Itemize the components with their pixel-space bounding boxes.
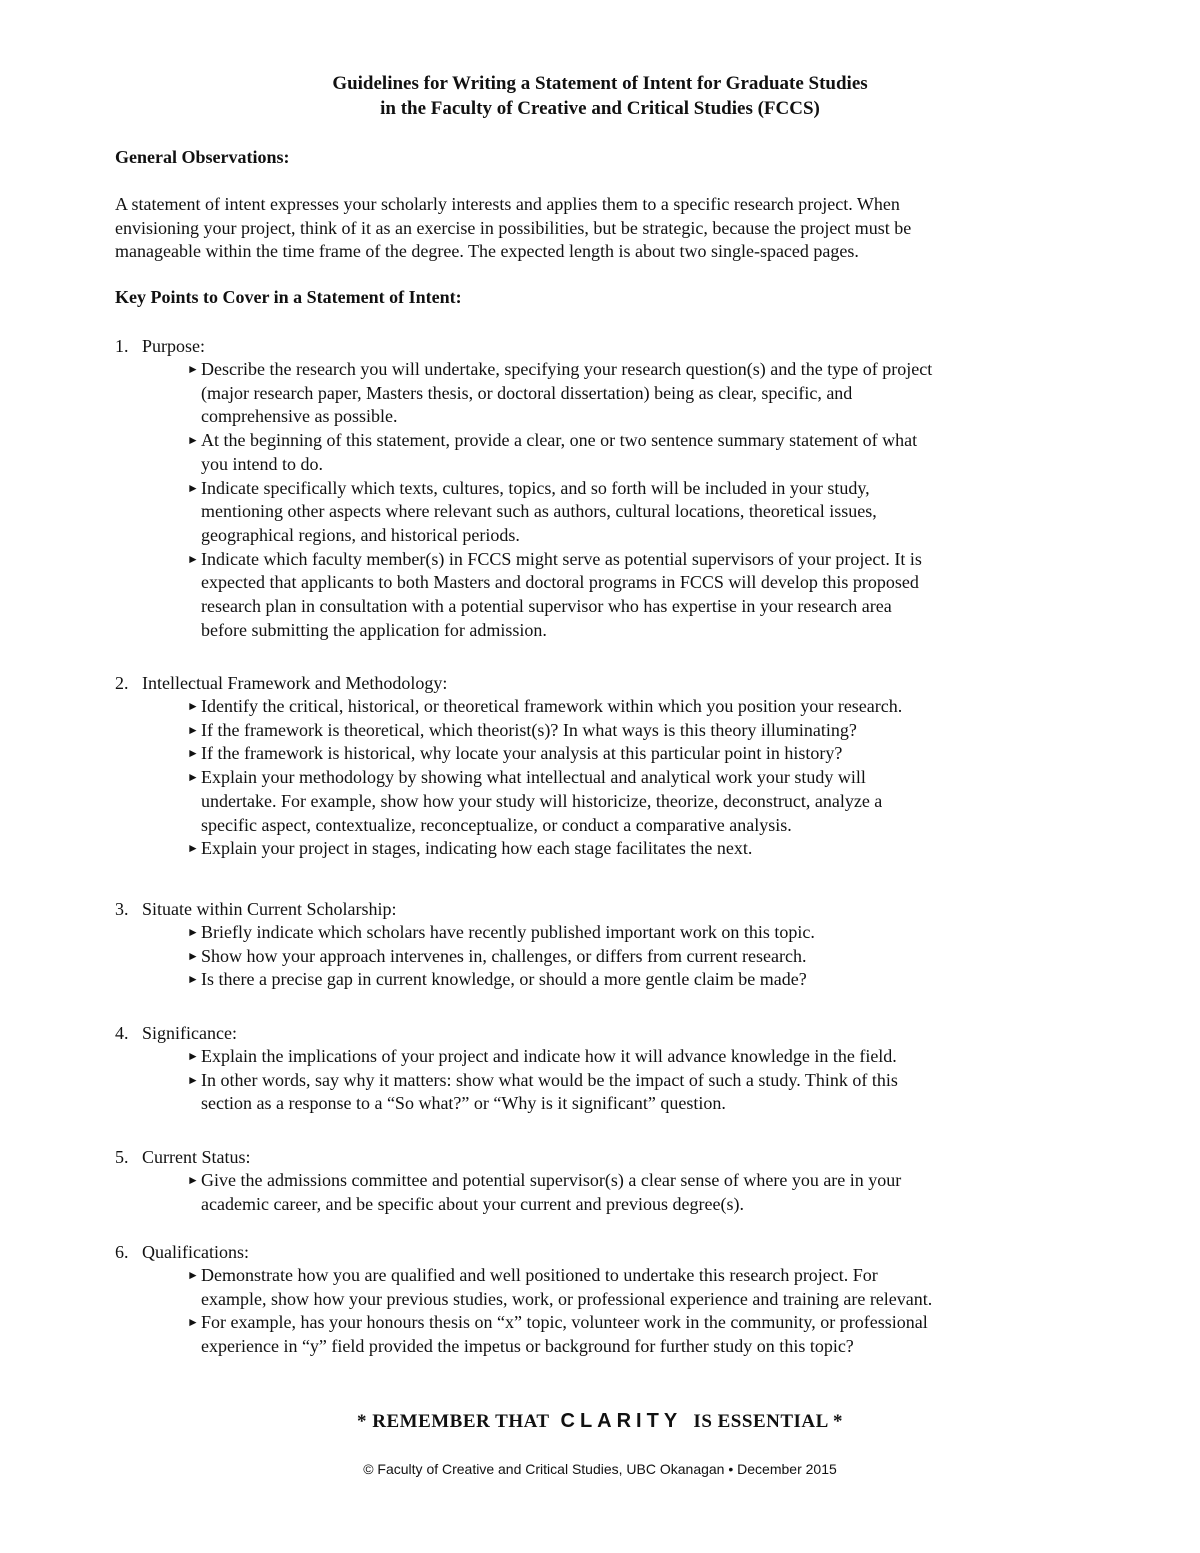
bullet-arrow-icon: ► [187,433,199,448]
section-number: 2. [115,673,129,693]
general-observations-paragraph [115,193,1095,264]
bullet-list [187,1045,1115,1116]
bullet-text-line: before submitting the application for admission. [201,619,547,640]
bullet-text-line: In other words, say why it matters: show what would be the impact of such a study. Think of this [201,1069,898,1090]
section-title: Situate within Current Scholarship: [142,899,397,919]
bullet-text-line: Identify the critical, historical, or theoretical framework within which you position your research. [201,696,903,716]
bullet-text-line: academic career, and be specific about your current and previous degree(s). [201,1193,745,1214]
section-heading [115,897,1115,921]
bullet-arrow-icon: ► [187,1072,199,1087]
section-number: 3. [115,899,129,919]
bullet-text-line: geographical regions, and historical periods. [201,524,520,545]
paragraph-line: manageable within the time frame of the degree. The expected length is about two single-spaced pages. [115,241,859,262]
bullet-item [187,1311,1115,1358]
bullet-arrow-icon: ► [187,841,199,856]
bullet-text-line: Show how your approach intervenes in, challenges, or differs from current research. [201,945,807,966]
title-line-2: in the Faculty of Creative and Critical Studies (FCCS) [380,98,820,119]
bullet-arrow-icon: ► [187,1268,199,1282]
bullet-text-line: specific aspect, contextualize, reconceptualize, or conduct a comparative analysis. [201,814,792,835]
section-title: Significance: [142,1023,237,1043]
section-number: 5. [115,1147,129,1167]
bullet-item [187,1045,1115,1069]
bullet-text-line: At the beginning of this statement, provide a clear, one or two sentence summary statement of what [201,430,918,451]
bullet-text-line: example, show how your previous studies, work, or professional experience and training are relevant. [201,1288,933,1309]
bullet-item [187,477,1115,548]
section-heading [115,671,1115,695]
bullet-text-line: comprehensive as possible. [201,406,398,427]
bullet-arrow-icon: ► [187,362,199,376]
bullet-arrow-icon: ► [187,722,199,737]
bullet-list [187,1264,1115,1359]
bullet-list [187,695,1115,861]
paragraph-line: A statement of intent expresses your scholarly interests and applies them to a specific research project. When [115,194,900,214]
bullet-text-line: Explain your methodology by showing what intellectual and analytical work your study will [201,767,866,788]
section-heading [115,334,1115,358]
bullet-arrow-icon: ► [187,1315,199,1330]
bullet-list [187,1169,1115,1216]
document-title [0,71,1200,121]
bullet-item [187,695,1115,719]
bullet-item [187,1169,1115,1216]
bullet-text-line: you intend to do. [201,453,323,474]
reminder-prefix: * REMEMBER THAT [357,1411,550,1432]
bullet-arrow-icon: ► [187,1049,199,1063]
bullet-arrow-icon: ► [187,551,199,566]
bullet-item [187,358,1115,429]
clarity-reminder [0,1410,1200,1433]
reminder-suffix: IS ESSENTIAL * [693,1411,843,1432]
bullet-text-line: Give the admissions committee and potential supervisor(s) a clear sense of where you are in your [201,1170,902,1190]
bullet-text-line: For example, has your honours thesis on “x” topic, volunteer work in the community, or professional [201,1312,928,1333]
section-number: 1. [115,336,129,356]
bullet-text-line: Demonstrate how you are qualified and well positioned to undertake this research project. For [201,1265,878,1285]
section-3 [115,897,1115,992]
bullet-arrow-icon: ► [187,948,199,963]
bullet-text-line: Briefly indicate which scholars have recently published important work on this topic. [201,922,815,942]
bullet-text-line: undertake. For example, show how your study will historicize, theorize, deconstruct, analyze a [201,790,883,811]
bullet-list [187,358,1115,642]
bullet-arrow-icon: ► [187,770,199,785]
section-5 [115,1145,1115,1216]
section-2 [115,671,1115,861]
bullet-text-line: Indicate specifically which texts, cultures, topics, and so forth will be included in your study, [201,477,870,498]
section-1 [115,334,1115,642]
copyright-footer: © Faculty of Creative and Critical Studies, UBC Okanagan • December 2015 [363,1461,837,1477]
bullet-text-line: If the framework is theoretical, which theorist(s)? In what ways is this theory illuminating? [201,719,857,740]
bullet-item [187,837,1115,861]
title-line-1: Guidelines for Writing a Statement of Intent for Graduate Studies [332,73,868,94]
bullet-arrow-icon: ► [187,925,199,939]
bullet-arrow-icon: ► [187,746,199,761]
bullet-text-line: experience in “y” field provided the impetus or background for further study on this topic? [201,1336,854,1357]
bullet-item [187,921,1115,945]
bullet-item [187,429,1115,476]
bullet-text-line: If the framework is historical, why locate your analysis at this particular point in history? [201,743,843,764]
section-heading [115,1240,1115,1264]
bullet-arrow-icon: ► [187,1173,199,1187]
bullet-text-line: Indicate which faculty member(s) in FCCS might serve as potential supervisors of your project. It is [201,548,922,569]
section-heading [115,1021,1115,1045]
bullet-arrow-icon: ► [187,699,199,713]
section-number: 6. [115,1242,129,1262]
general-observations-heading: General Observations: [115,147,290,167]
section-number: 4. [115,1023,129,1043]
bullet-item [187,719,1115,743]
section-4 [115,1021,1115,1116]
bullet-arrow-icon: ► [187,972,199,987]
key-points-heading: Key Points to Cover in a Statement of Intent: [115,287,462,307]
bullet-item [187,968,1115,992]
bullet-text-line: research plan in consultation with a potential supervisor who has expertise in your research area [201,596,892,617]
bullet-text-line: Describe the research you will undertake, specifying your research question(s) and the type of project [201,359,933,379]
bullet-text-line: section as a response to a “So what?” or “Why is it significant” question. [201,1093,726,1114]
section-title: Intellectual Framework and Methodology: [142,673,448,693]
bullet-item [187,945,1115,969]
bullet-text-line: (major research paper, Masters thesis, or doctoral dissertation) being as clear, specific, and [201,382,853,403]
bullet-text-line: Explain the implications of your project and indicate how it will advance knowledge in the field. [201,1046,897,1066]
bullet-text-line: expected that applicants to both Masters and doctoral programs in FCCS will develop this proposed [201,572,919,593]
reminder-emphasis: CLARITY [560,1410,683,1432]
bullet-list [187,921,1115,992]
bullet-item [187,1264,1115,1311]
bullet-text-line: mentioning other aspects where relevant such as authors, cultural locations, theoretical issues, [201,501,877,522]
section-heading [115,1145,1115,1169]
bullet-text-line: Is there a precise gap in current knowledge, or should a more gentle claim be made? [201,969,807,990]
bullet-item [187,766,1115,837]
bullet-item [187,1069,1115,1116]
bullet-item [187,742,1115,766]
bullet-item [187,548,1115,643]
section-title: Current Status: [142,1147,251,1167]
paragraph-line: envisioning your project, think of it as an exercise in possibilities, but be strategic, because the project must be [115,217,912,238]
section-title: Qualifications: [142,1242,249,1262]
section-title: Purpose: [142,336,205,356]
bullet-text-line: Explain your project in stages, indicating how each stage facilitates the next. [201,838,753,859]
section-6 [115,1240,1115,1359]
bullet-arrow-icon: ► [187,480,199,495]
